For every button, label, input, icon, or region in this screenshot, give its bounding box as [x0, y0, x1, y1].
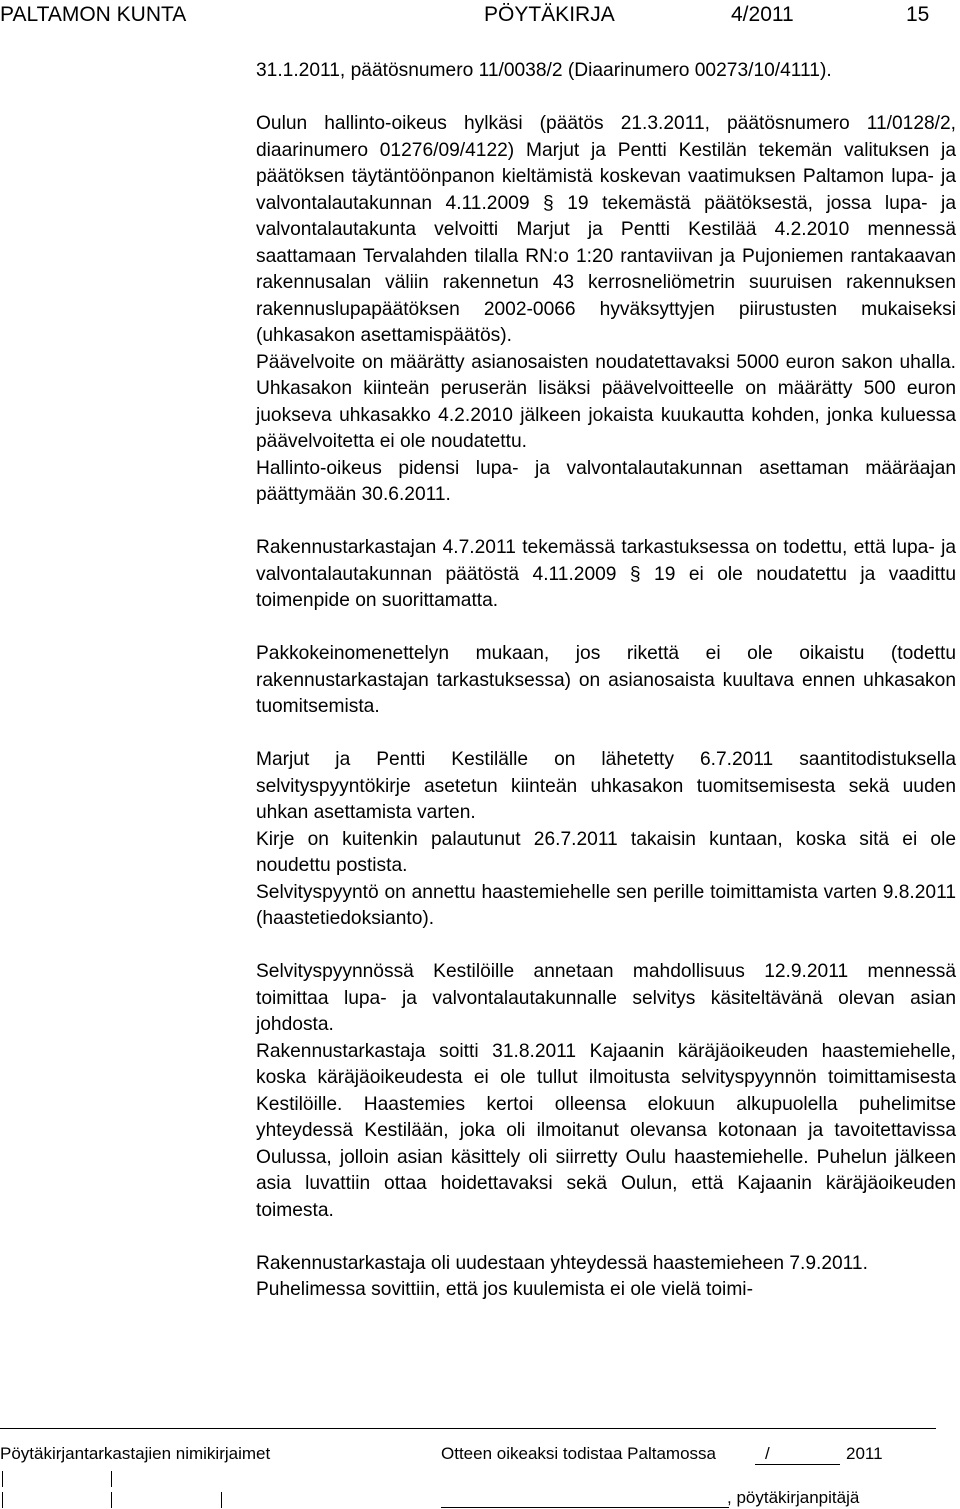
footer-year: 2011 [846, 1444, 883, 1463]
signatures-label: Pöytäkirjantarkastajien nimikirjaimet [0, 1444, 271, 1463]
paragraph-phone-call: Rakennustarkastaja soitti 31.8.2011 Kajaanin käräjäoikeuden haastemiehelle, koska käräjäoikeudesta ei ole tullut ilmoitusta selvityspyynnön toimittamisesta Kestilöille. Haastemies kertoi olleensa elokuun alkupuolella puhelimitse yhteydessä Kestilään, joka oli ilmoitanut olevansa kotonaan ja tavoitettavissa Oulussa, jolloin asian käsittely oli siirretty Oulu haastemiehelle. Puhelun jälkeen asia luvattiin ottaa hoidettavaksi sekä Oulun, että Kajaanin käräjäoikeuden toimesta. [256, 1040, 956, 1221]
document-number: 4/2011 [731, 3, 794, 26]
footer-rule [0, 1428, 936, 1429]
initials-box-divider [111, 1492, 112, 1508]
secretary-label: , pöytäkirjanpitäjä [727, 1488, 860, 1507]
month-field-line [784, 1464, 840, 1465]
page-number: 15 [906, 3, 930, 26]
paragraph-inspection: Rakennustarkastajan 4.7.2011 tekemässä tarkastuksessa on todettu, että lupa- ja valvontalautakunnan päätöstä 4.11.2009 § 19 ei ole noudatettu ja vaadittu toimenpide on suorittamatta. [256, 537, 956, 611]
paragraph-decision-ref: 31.1.2011, päätösnumero 11/0038/2 (Diaarinumero 00273/10/4111). [256, 60, 832, 81]
document-type: PÖYTÄKIRJA [484, 3, 615, 26]
page-footer [0, 1428, 960, 1508]
paragraph-followup: Rakennustarkastaja oli uudestaan yhteydessä haastemieheen 7.9.2011. Puhelimessa sovittiin, että jos kuulemista ei ole vielä toimi- [256, 1252, 868, 1300]
paragraph-opportunity: Selvityspyynnössä Kestilöille annetaan mahdollisuus 12.9.2011 mennessä toimittaa lupa- ja valvontalautakunnalle selvitys käsiteltävänä olevan asian johdosta. [256, 961, 956, 1035]
initials-box-divider [2, 1492, 3, 1508]
paragraph-deadline-extension: Hallinto-oikeus pidensi lupa- ja valvontalautakunnan asettaman määräajan päättymään 30.6.2011. [256, 457, 956, 505]
municipality-name: PALTAMON KUNTA [0, 3, 187, 26]
document-body [256, 58, 956, 1304]
signature-line [441, 1507, 729, 1508]
date-separator: / [765, 1444, 770, 1463]
initials-box-divider [221, 1492, 222, 1508]
certified-label: Otteen oikeaksi todistaa Paltamossa [441, 1444, 716, 1463]
paragraph-main-obligation: Päävelvoite on määrätty asianosaisten noudatettavaksi 5000 euron sakon uhalla. Uhkasakon kiinteän peruserän lisäksi päävelvoitteelle on määrätty 500 euron juokseva uhkasakko 4.2.2010 jälkeen jokaista kuukautta kohden, jonka kuluessa päävelvoitetta ei ole noudatettu. [256, 351, 956, 452]
paragraph-letter-sent: Marjut ja Pentti Kestilälle on lähetetty 6.7.2011 saantitodistuksella selvityspyyntökirje asetetun kiinteän uhkasakon tuomitsemisesta sekä uuden uhkan asettamista varten. [256, 749, 956, 823]
paragraph-court-ruling: Oulun hallinto-oikeus hylkäsi (päätös 21.3.2011, päätösnumero 11/0128/2, diaarinumero 01276/09/4122) Marjut ja Pentti Kestilän tekemän valituksen ja päätöksen täytäntöönpanon kieltämistä koskevan vaatimuksen Paltamon lupa- ja valvontalautakunnan 4.11.2009 § 19 tekemästä päätöksestä, jossa lupa- ja valvontalautakunta velvoitti Marjut ja Pentti Kestilää 4.2.2010 mennessä saattamaan Tervalahden tilalla RN:o 1:20 rantaviivan ja Pujoniemen rantakaavan rakennusalan väliin rakennetun 43 kerrosneliömetrin suuruisen rakennuksen rakennuslupapäätöksen 2002-0066 hyväksyttyjen piirustusten mukaiseksi (uhkasakon asettamispäätös). [256, 113, 956, 346]
initials-box-divider [111, 1471, 112, 1487]
paragraph-letter-returned: Kirje on kuitenkin palautunut 26.7.2011 takaisin kuntaan, koska sitä ei ole noudettu postista. [256, 828, 956, 876]
initials-box-divider [2, 1471, 3, 1487]
page-header [0, 3, 960, 33]
paragraph-procedure: Pakkokeinomenettelyn mukaan, jos rikettä ei ole oikaistu (todettu rakennustarkastajan tarkastuksessa) on asianosaista kuultava ennen uhkasakon tuomitsemista. [256, 643, 956, 717]
paragraph-summons: Selvityspyyntö on annettu haastemiehelle sen perille toimittamista varten 9.8.2011 (haastetiedoksianto). [256, 881, 956, 929]
